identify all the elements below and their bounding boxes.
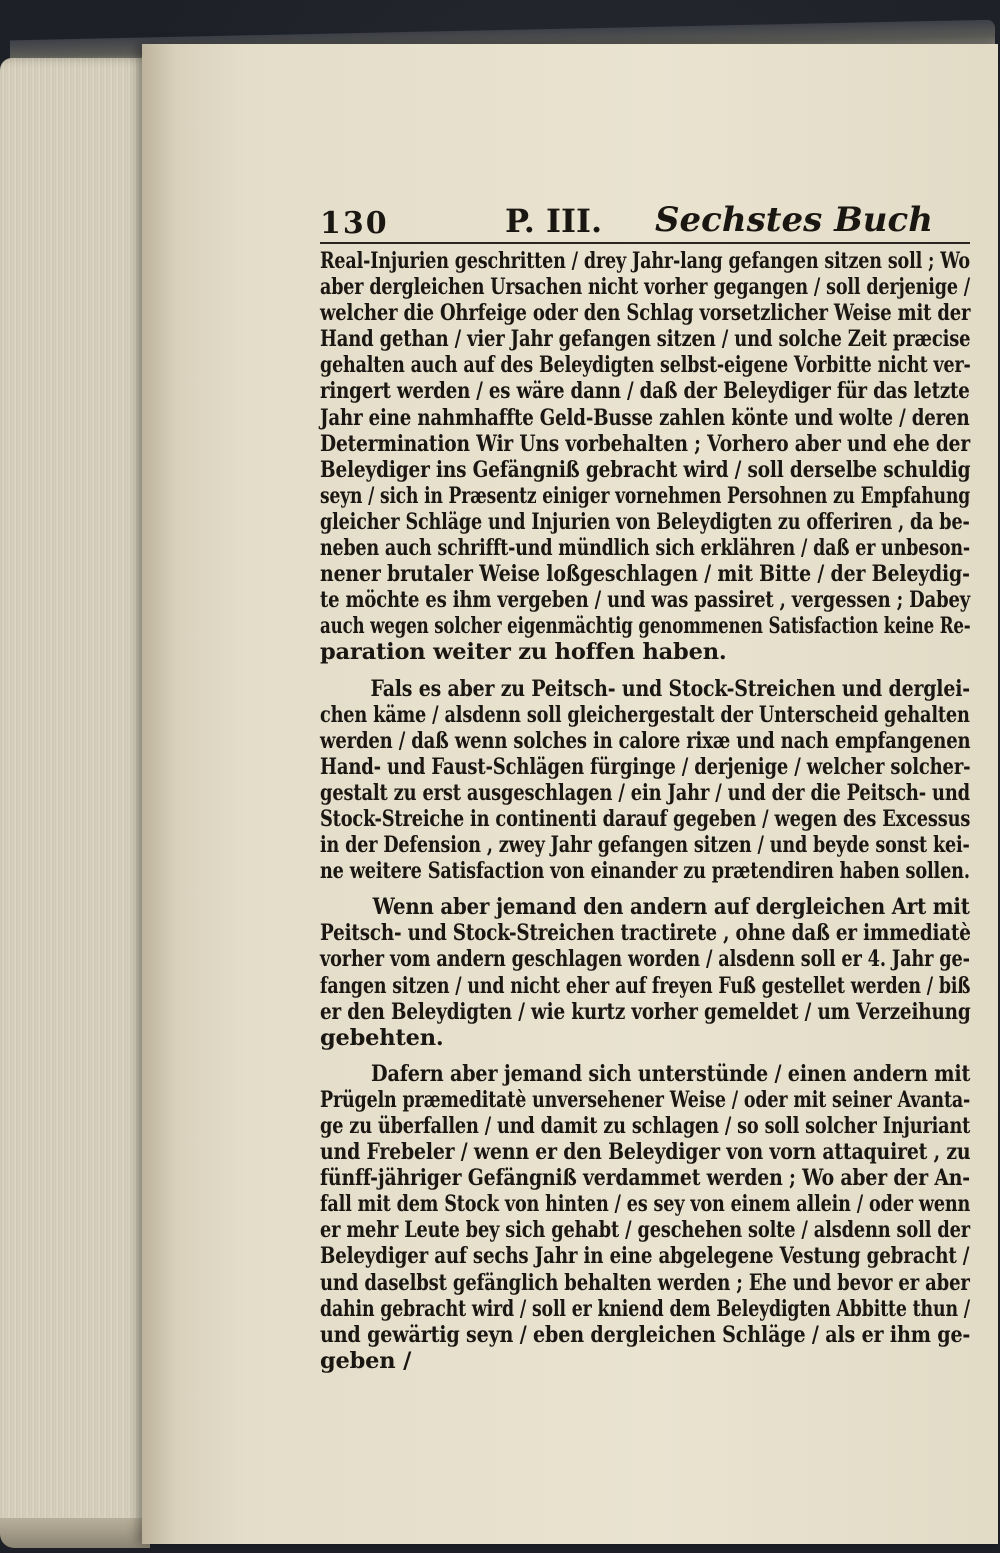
paragraph-gap [320, 1051, 970, 1061]
text-line: welcher die Ohrfeige oder den Schlag vorsetzlicher Weise mit der [320, 300, 971, 327]
text-line: aber dergleichen Ursachen nicht vorher gegangen / soll derjenige / [320, 274, 971, 301]
part-label: P. III. [505, 202, 603, 240]
paragraph [320, 248, 970, 666]
text-line: nener brutaler Weise loßgeschlagen / mit Bitte / der Beleydig- [320, 561, 970, 588]
paragraph-gap [320, 666, 970, 676]
text-line: Hand- und Faust-Schlägen fürginge / derjenige / welcher solcher- [320, 753, 971, 780]
book-title: Sechstes Buch [655, 200, 933, 240]
text-line: dahin gebracht wird / soll er kniend dem Beleydigten Abbitte thun / [320, 1295, 970, 1322]
text-line: Beleydiger ins Gefängniß gebracht wird / soll derselbe schuldig [320, 456, 971, 483]
text-line: ne weitere Satisfaction von einander zu prætendiren haben sollen. [320, 858, 970, 885]
book-page-edges [0, 58, 150, 1530]
text-line: gebehten. [320, 1024, 444, 1051]
text-line: geben / [320, 1347, 412, 1374]
text-line: Beleydiger auf sechs Jahr in eine abgelegene Vestung gebracht / [320, 1243, 970, 1270]
text-line: ringert werden / es wäre dann / daß der Beleydiger für das letzte [320, 378, 970, 405]
text-line: Jahr eine nahmhaffte Geld-Busse zahlen könte und wolte / deren [320, 404, 970, 431]
text-line: er den Beleydigten / wie kurtz vorher gemeldet / um Verzeihung [320, 998, 971, 1025]
running-header [320, 200, 970, 244]
text-line: fall mit dem Stock von hinten / es sey von einem allein / oder wenn [320, 1191, 971, 1218]
text-line: ge zu überfallen / und damit zu schlagen / so soll solcher Injuriant [320, 1113, 971, 1139]
text-line: werden / daß wenn solches in calore rixæ und nach empfangenen [320, 727, 971, 754]
text-line: gestalt zu erst ausgeschlagen / ein Jahr / und der die Peitsch- und [320, 779, 970, 806]
paragraph [320, 676, 970, 885]
paragraph-gap [320, 884, 970, 894]
text-line: Hand gethan / vier Jahr gefangen sitzen / und solche Zeit præcise [320, 326, 971, 353]
text-line: Real-Injurien geschritten / drey Jahr-lang gefangen sitzen soll ; Wo [320, 248, 970, 274]
text-line: te möchte es ihm vergeben / und was passiret , vergessen ; Dabey [320, 587, 971, 614]
text-line: gehalten auch auf des Beleydigten selbst-eigene Vorbitte nicht ver- [320, 352, 971, 379]
text-line: Peitsch- und Stock-Streichen tractirete , ohne daß er immediatè [320, 920, 971, 947]
text-line: in der Defension , zwey Jahr gefangen sitzen / und beyde sonst kei- [320, 832, 970, 859]
text-line: Stock-Streiche in continenti darauf gegeben / wegen des Excessus [320, 805, 971, 832]
text-line: und Frebeler / wenn er den Beleydiger von vorn attaquiret , zu [320, 1139, 971, 1166]
text-line: Fals es aber zu Peitsch- und Stock-Streichen und derglei- [370, 675, 970, 702]
text-line: er mehr Leute bey sich gehabt / geschehen solte / alsdenn soll der [320, 1217, 970, 1244]
page-number: 130 [320, 206, 389, 241]
text-line: Wenn aber jemand den andern auf dergleichen Art mit [372, 894, 970, 921]
paragraph [320, 1061, 970, 1374]
text-line: auch wegen solcher eigenmächtig genommenen Satisfaction keine Re- [320, 613, 971, 640]
text-line: chen käme / alsdenn soll gleichergestalt der Unterscheid gehalten [320, 701, 970, 728]
paragraph [320, 894, 970, 1051]
text-line: seyn / sich in Præsentz einiger vornehmen Persohnen zu Empfahung [320, 482, 971, 509]
text-line: Determination Wir Uns vorbehalten ; Vorhero aber und ehe der [320, 430, 970, 457]
text-line: und gewärtig seyn / eben dergleichen Schläge / als er ihm ge- [320, 1321, 971, 1348]
text-line: Dafern aber jemand sich unterstünde / einen andern mit [371, 1060, 971, 1087]
body-text [320, 248, 970, 1374]
text-line: Prügeln præmeditatè unversehener Weise / oder mit seiner Avanta- [320, 1086, 971, 1113]
text-line: neben auch schrifft-und mündlich sich erklähren / daß er unbeson- [320, 535, 970, 562]
text-line: vorher vom andern geschlagen worden / alsdenn soll er 4. Jahr ge- [320, 946, 970, 973]
text-line: paration weiter zu hoffen haben. [320, 639, 727, 666]
text-line: fangen sitzen / und nicht eher auf freyen Fuß gestellet werden / biß [320, 972, 971, 999]
text-line: gleicher Schläge und Injurien von Beleydigten zu offeriren , da be- [320, 508, 970, 535]
page-text [320, 200, 970, 1374]
text-line: fünff-jähriger Gefängniß verdammet werden ; Wo aber der An- [320, 1165, 970, 1192]
text-line: und daselbst gefänglich behalten werden ; Ehe und bevor er aber [320, 1269, 970, 1296]
